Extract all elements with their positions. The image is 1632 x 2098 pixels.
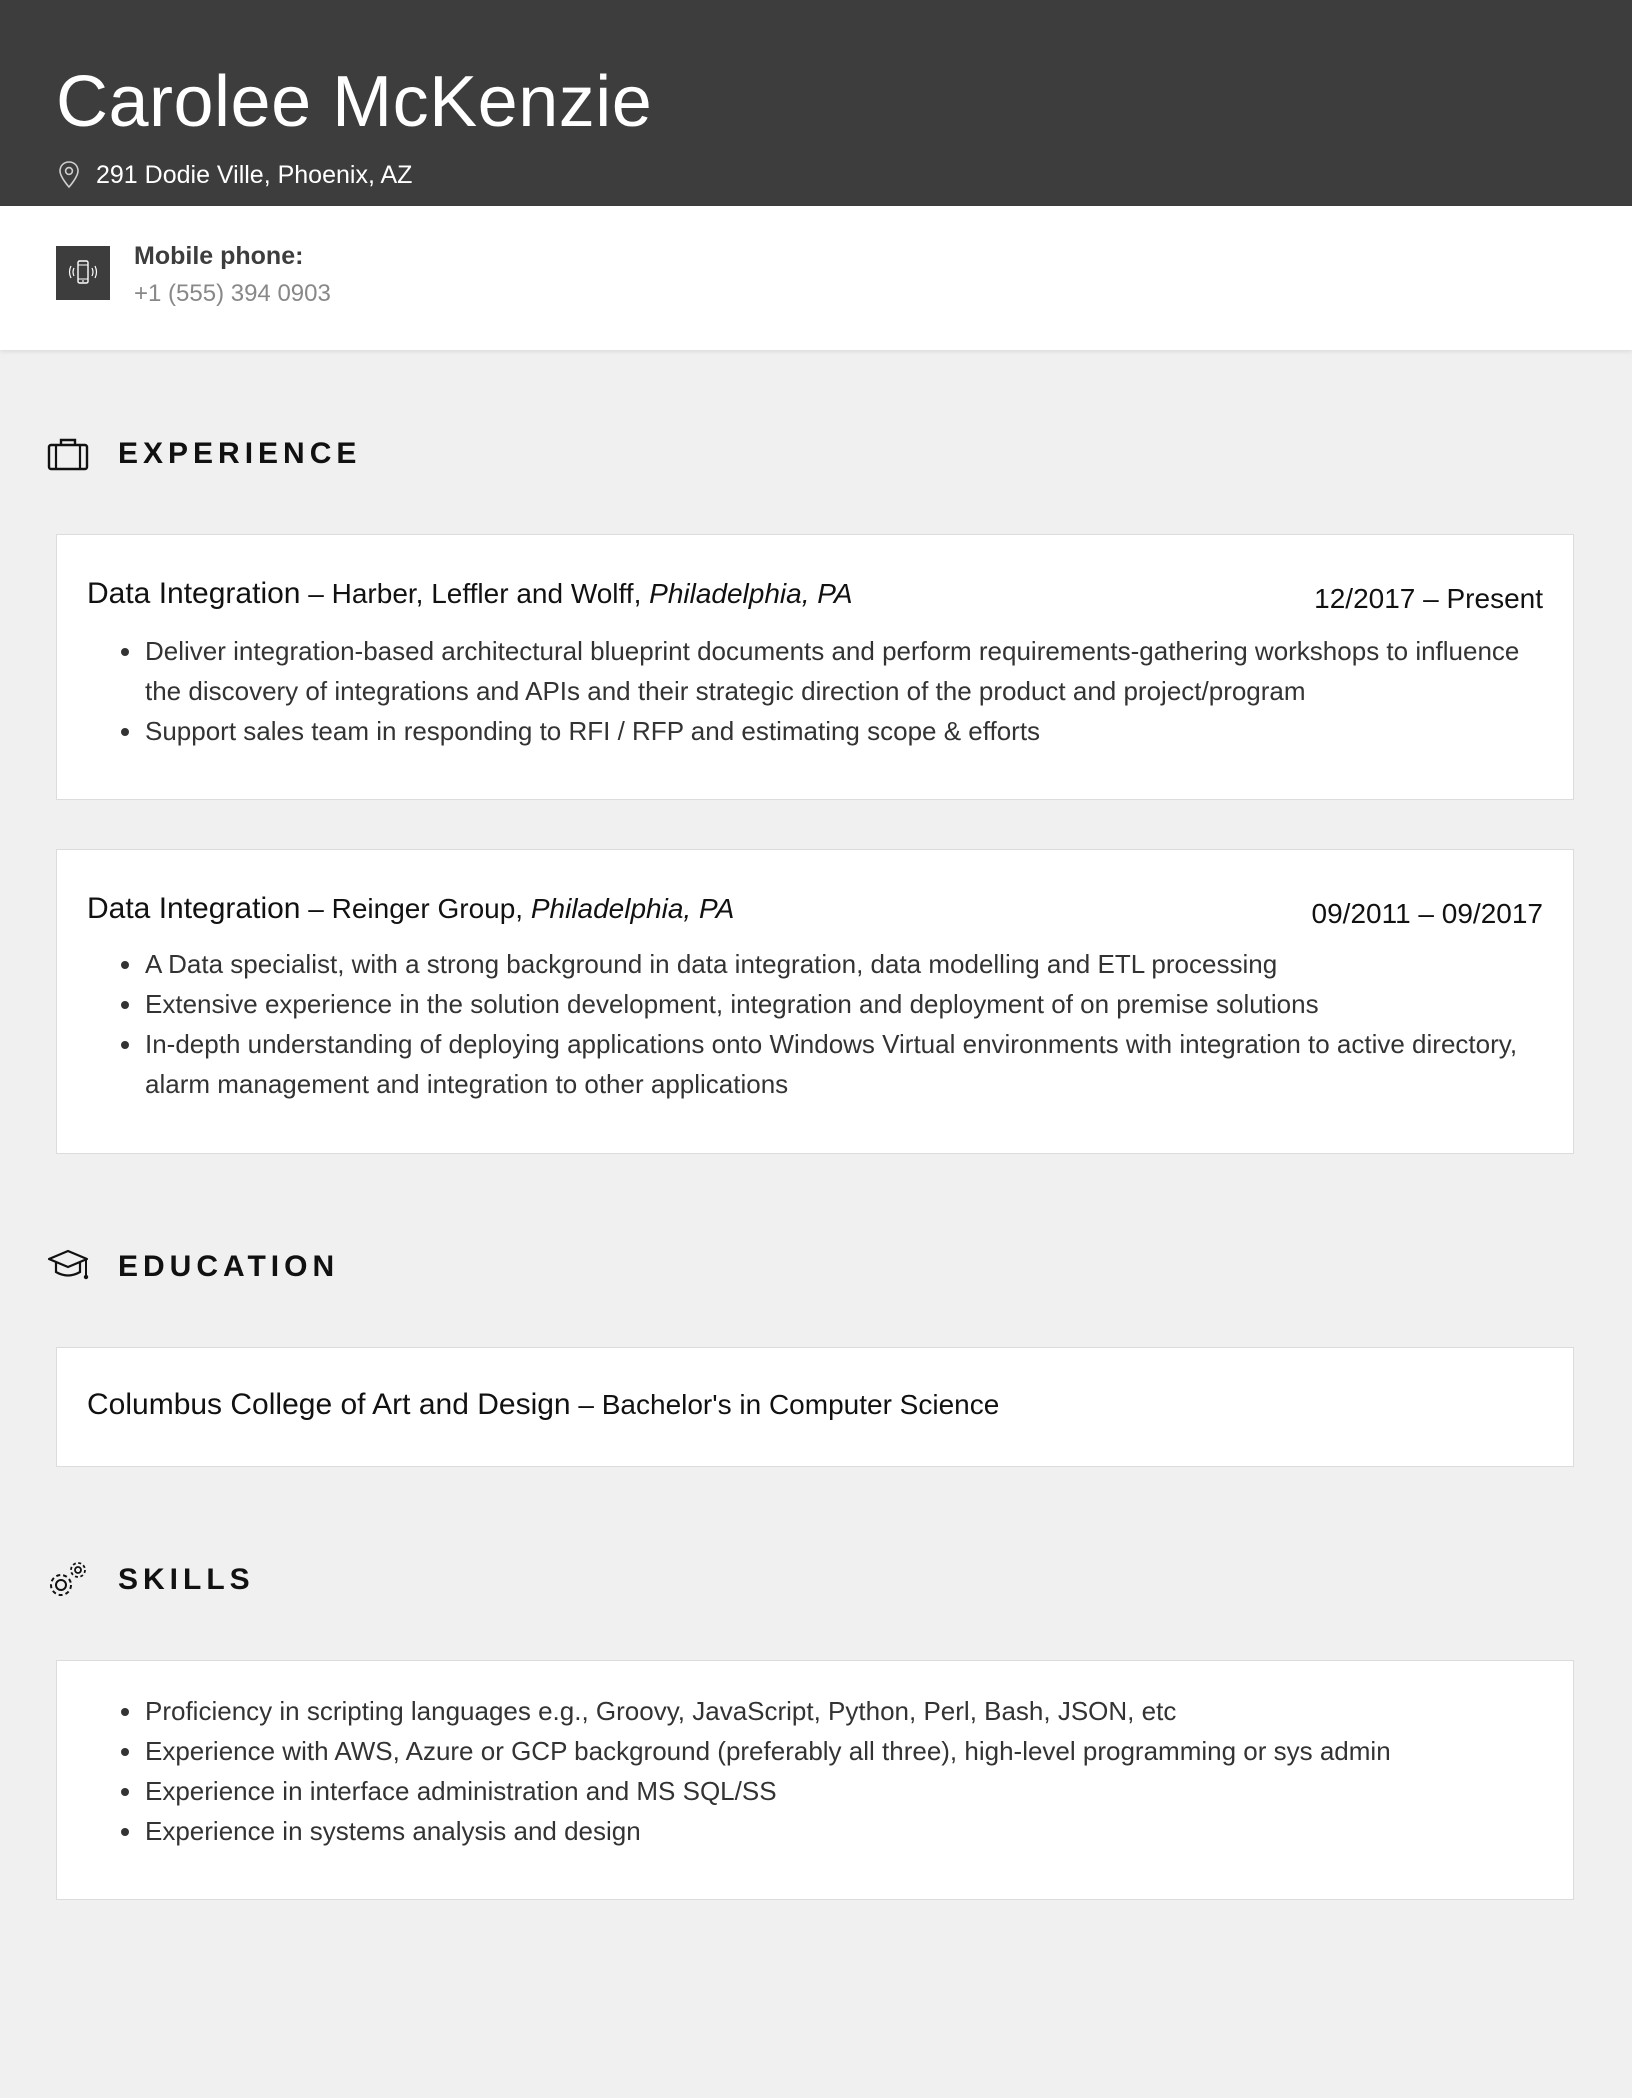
experience-card <box>56 534 1574 800</box>
graduation-cap-icon <box>46 1247 90 1287</box>
list-item: In-depth understanding of deploying applications onto Windows Virtual environments with integration to active directory, alarm management and integration to other applications <box>105 1024 1533 1104</box>
phone-label: Mobile phone: <box>134 242 304 270</box>
job-separator: – <box>300 578 332 609</box>
job-dates: 09/2011 – 09/2017 <box>1311 898 1543 929</box>
job-company: Reinger Group, <box>331 893 531 924</box>
skills-heading <box>46 1558 255 1602</box>
degree-name: Bachelor's in Computer Science <box>601 1389 1000 1420</box>
skills-list <box>105 1691 1533 1851</box>
list-item: Extensive experience in the solution development, integration and deployment of on premise solutions <box>105 984 1533 1024</box>
education-heading <box>46 1245 339 1289</box>
list-item: Deliver integration-based architectural blueprint documents and perform requirements-gathering workshops to influence the discovery of integrations and APIs and their strategic direction of the product and project/program <box>105 631 1533 711</box>
job-role: Data Integration <box>87 577 301 610</box>
job-role: Data Integration <box>87 892 301 925</box>
skills-card <box>56 1660 1574 1900</box>
contact-bar <box>0 206 1632 350</box>
list-item: Proficiency in scripting languages e.g., Groovy, JavaScript, Python, Perl, Bash, JSON, etc <box>105 1691 1533 1731</box>
mobile-phone-icon <box>56 246 110 300</box>
job-bullets <box>105 631 1533 751</box>
gears-icon <box>46 1560 90 1600</box>
job-title-line <box>87 577 853 611</box>
job-separator: – <box>300 893 332 924</box>
list-item: A Data specialist, with a strong background in data integration, data modelling and ETL processing <box>105 944 1533 984</box>
briefcase-icon <box>46 434 90 474</box>
phone-value[interactable]: +1 (555) 394 0903 <box>134 280 331 307</box>
section-title: SKILLS <box>118 1563 255 1596</box>
list-item: Experience in systems analysis and design <box>105 1811 1533 1851</box>
education-line <box>87 1388 999 1422</box>
job-location: Philadelphia, PA <box>530 893 735 924</box>
job-company: Harber, Leffler and Wolff, <box>331 578 650 609</box>
section-title: EDUCATION <box>118 1250 340 1283</box>
resume-header <box>0 0 1632 206</box>
experience-heading <box>46 432 361 476</box>
school-name: Columbus College of Art and Design <box>87 1388 571 1421</box>
address-line <box>56 158 412 192</box>
address-text: 291 Dodie Ville, Phoenix, AZ <box>96 160 413 189</box>
location-pin-icon <box>56 160 82 190</box>
job-location: Philadelphia, PA <box>649 578 853 609</box>
education-separator: – <box>570 1389 602 1420</box>
experience-card <box>56 849 1574 1154</box>
job-title-line <box>87 892 734 926</box>
section-title: EXPERIENCE <box>118 437 362 470</box>
list-item: Experience in interface administration and MS SQL/SS <box>105 1771 1533 1811</box>
education-card <box>56 1347 1574 1467</box>
job-dates: 12/2017 – Present <box>1314 583 1543 614</box>
candidate-name: Carolee McKenzie <box>56 62 653 142</box>
list-item: Support sales team in responding to RFI / RFP and estimating scope & efforts <box>105 711 1533 751</box>
list-item: Experience with AWS, Azure or GCP background (preferably all three), high-level programming or sys admin <box>105 1731 1533 1771</box>
job-bullets <box>105 944 1533 1104</box>
